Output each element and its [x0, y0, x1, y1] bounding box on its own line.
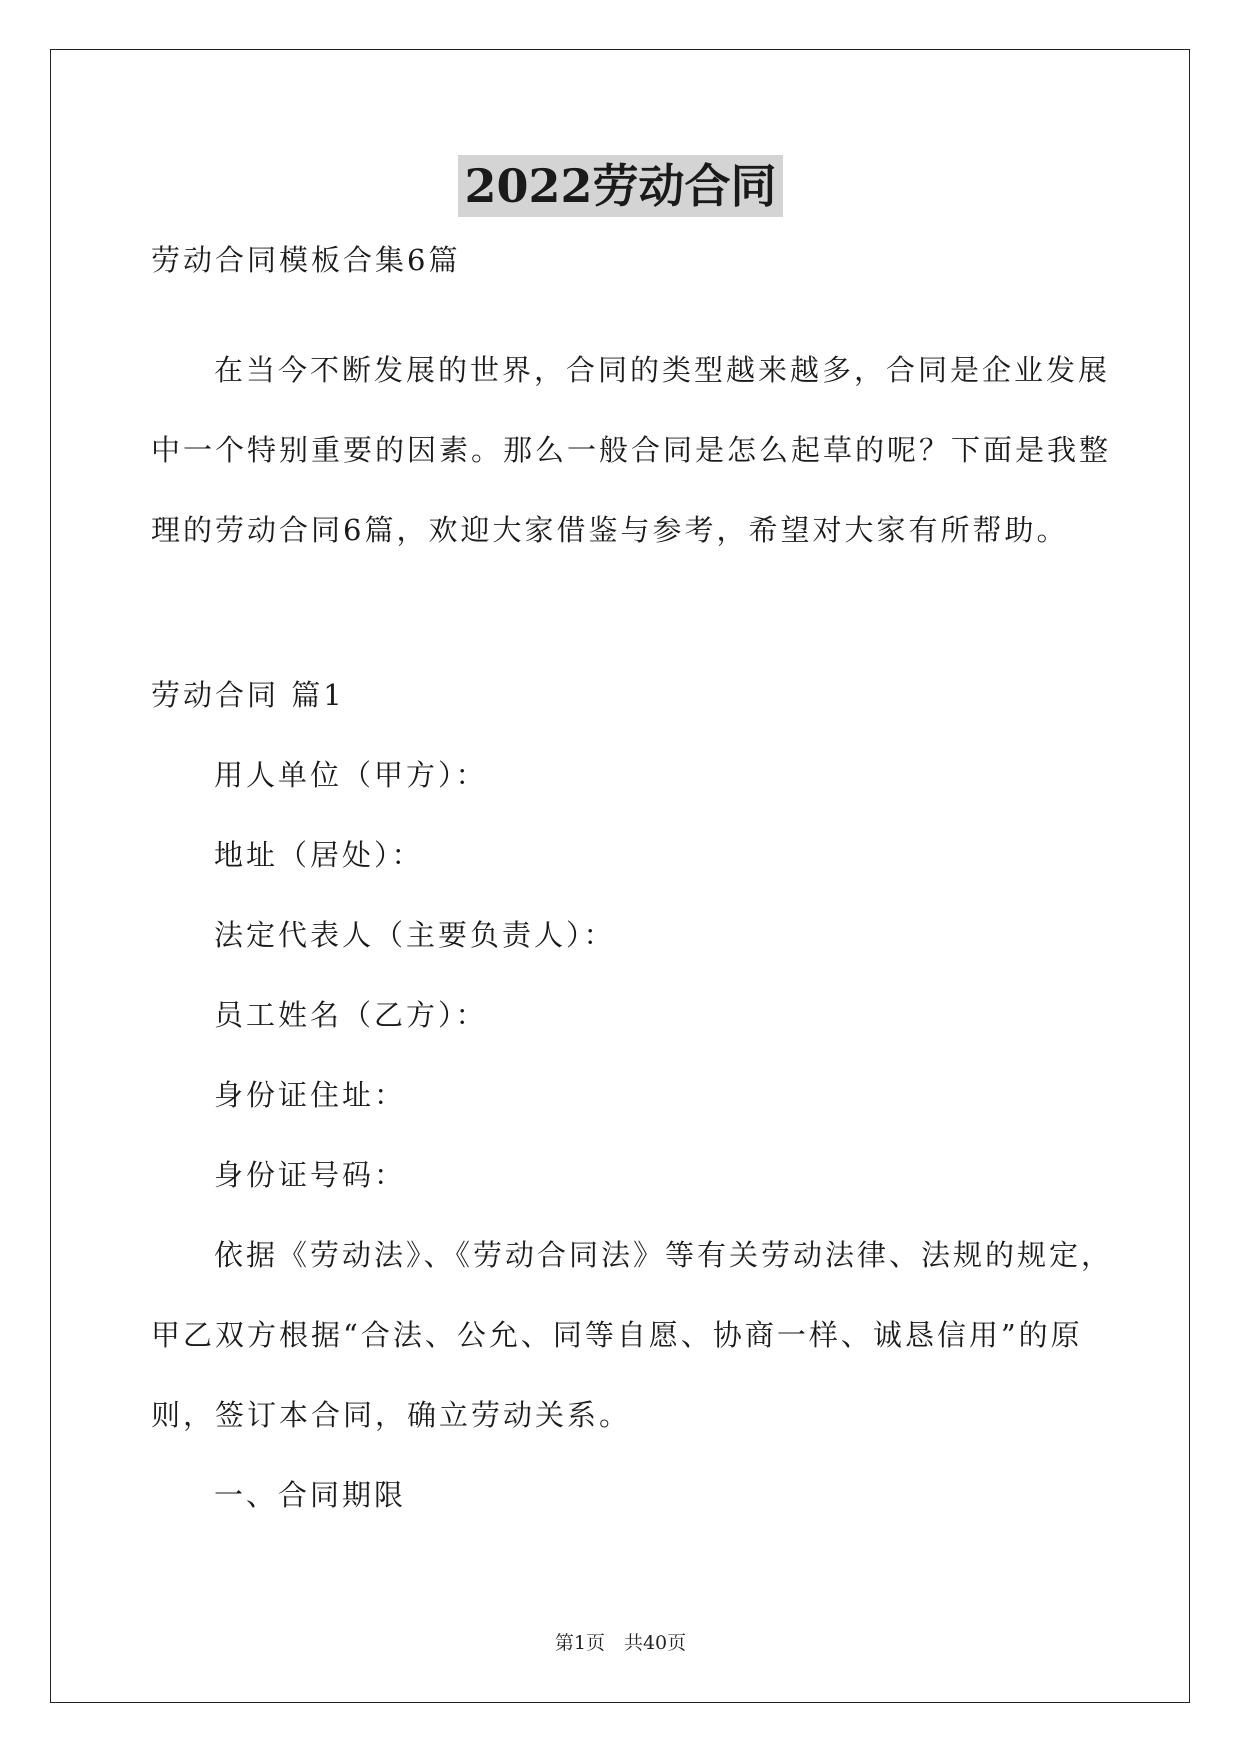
- paragraph-line: 甲乙双方根据“合法、公允、同等自愿、协商一样、诚恳信用”的原: [151, 1318, 1083, 1352]
- clause-heading: 一、合同期限: [214, 1478, 407, 1512]
- form-field-label: 用人单位（甲方）：: [214, 758, 488, 792]
- form-field-label: 身份证住址：: [214, 1078, 407, 1112]
- page-number-footer: 第1页 共40页: [554, 1632, 687, 1654]
- subtitle-line: 劳动合同模板合集6篇: [151, 243, 461, 277]
- paragraph-line: 则，签订本合同，确立劳动关系。: [151, 1398, 632, 1432]
- paragraph-line: 中一个特别重要的因素。那么一般合同是怎么起草的呢？下面是我整: [151, 433, 1112, 467]
- form-field-label: 身份证号码：: [214, 1158, 407, 1192]
- form-field-label: 法定代表人（主要负责人）：: [214, 918, 616, 952]
- form-field-label: 员工姓名（乙方）：: [214, 998, 488, 1032]
- document-title: 2022劳动合同: [458, 155, 782, 217]
- section-heading: 劳动合同 篇1: [151, 678, 345, 712]
- paragraph-line: 理的劳动合同6篇，欢迎大家借鉴与参考，希望对大家有所帮助。: [151, 513, 1069, 547]
- document-title-container: [0, 155, 1241, 217]
- page-border: [50, 49, 1190, 1703]
- paragraph-line: 依据《劳动法》、《劳动合同法》等有关劳动法律、法规的规定，: [214, 1238, 1114, 1272]
- paragraph-line: 在当今不断发展的世界，合同的类型越来越多，合同是企业发展: [214, 353, 1111, 387]
- form-field-label: 地址（居处）：: [214, 838, 424, 872]
